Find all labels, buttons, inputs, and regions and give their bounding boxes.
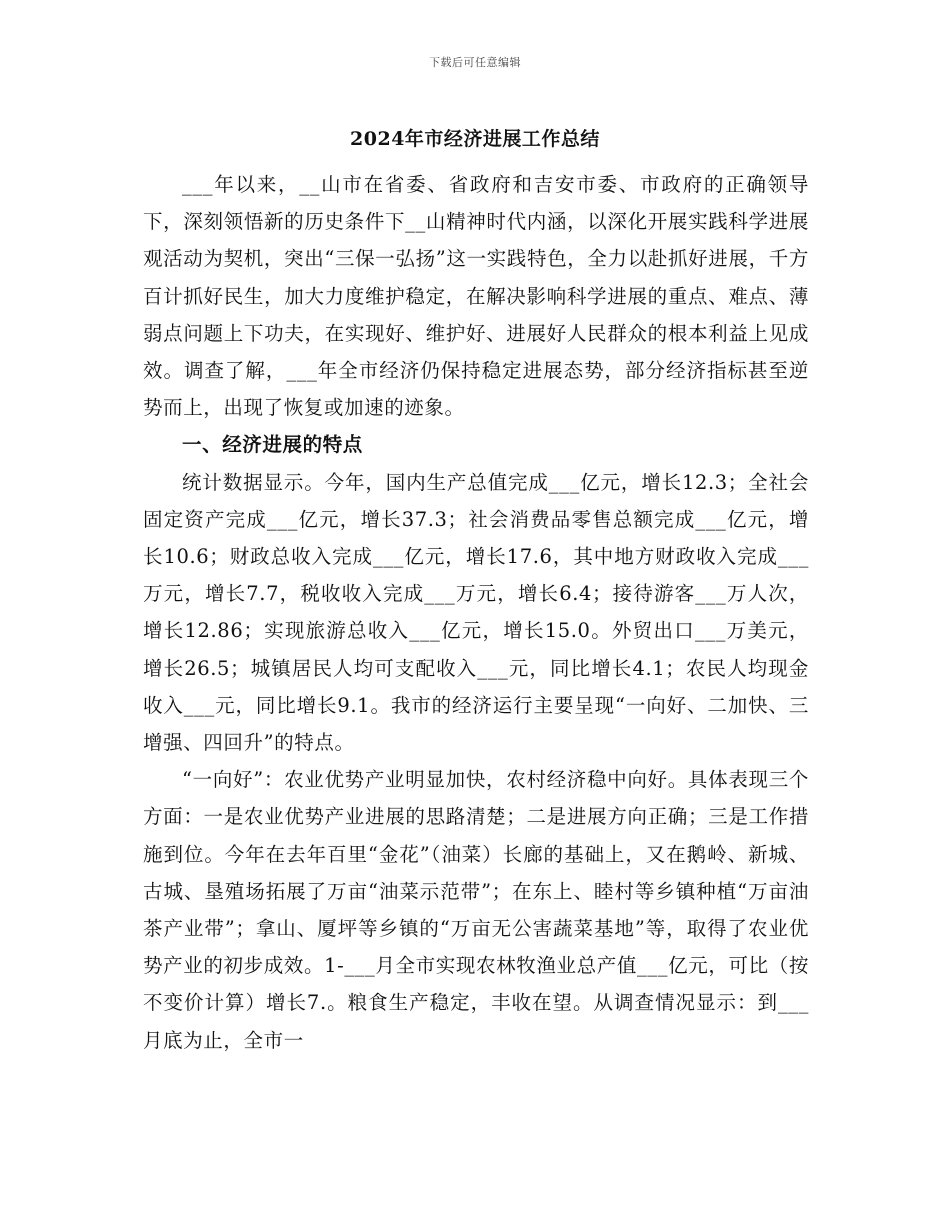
intro-paragraph: ___年以来，__山市在省委、省政府和吉安市委、市政府的正确领导下，深刻领悟新的历史条件下__山精神时代内涵，以深化开展实践科学进展观活动为契机，突出“三保一弘扬”这一实践特色，全力以赴抓好进展，千方百计抓好民生，加大力度维护稳定，在解决影响科学进展的重点、难点、薄弱点问题上下功夫，在实现好、维护好、进展好人民群众的根本利益上见成效。调查了解，___年全市经济仍保持稳定进展态势，部分经济指标甚至逆势而上，出现了恢复或加速的迹象。 (143, 173, 809, 420)
header-note: 下载后可任意编辑 (429, 56, 521, 69)
section-heading: 一、经济进展的特点 (182, 433, 363, 457)
statistics-paragraph: 统计数据显示。今年，国内生产总值完成___亿元，增长12.3；全社会固定资产完成___亿元，增长37.3；社会消费品零售总额完成___亿元，增长10.6；财政总收入完成___亿元，增长17.6，其中地方财政收入完成___万元，增长7.7，税收收入完成___万元，增长6.4；接待游客___万人次，增长12.86；实现旅游总收入___亿元，增长15.0。外贸出口___万美元，增长26.5；城镇居民人均可支配收入___元，同比增长4.1；农民人均现金收入___元，同比增长9.1。我市的经济运行主要呈现“一向好、二加快、三增强、四回升”的特点。 (143, 470, 809, 755)
agriculture-paragraph: “一向好”：农业优势产业明显加快，农村经济稳中向好。具体表现三个方面：一是农业优势产业进展的思路清楚；二是进展方向正确；三是工作措施到位。今年在去年百里“金花”（油菜）长廊的基础上，又在鹅岭、新城、古城、垦殖场拓展了万亩“油菜示范带”；在东上、睦村等乡镇种植“万亩油茶产业带”；拿山、厦坪等乡镇的“万亩无公害蔬菜基地”等，取得了农业优势产业的初步成效。1-___月全市实现农林牧渔业总产值___亿元，可比（按不变价计算）增长7.。粮食生产稳定，丰收在望。从调查情况显示：到___月底为止，全市一 (143, 768, 809, 1052)
document-body (143, 166, 809, 1059)
document-title: 2024年市经济进展工作总结 (350, 128, 600, 150)
